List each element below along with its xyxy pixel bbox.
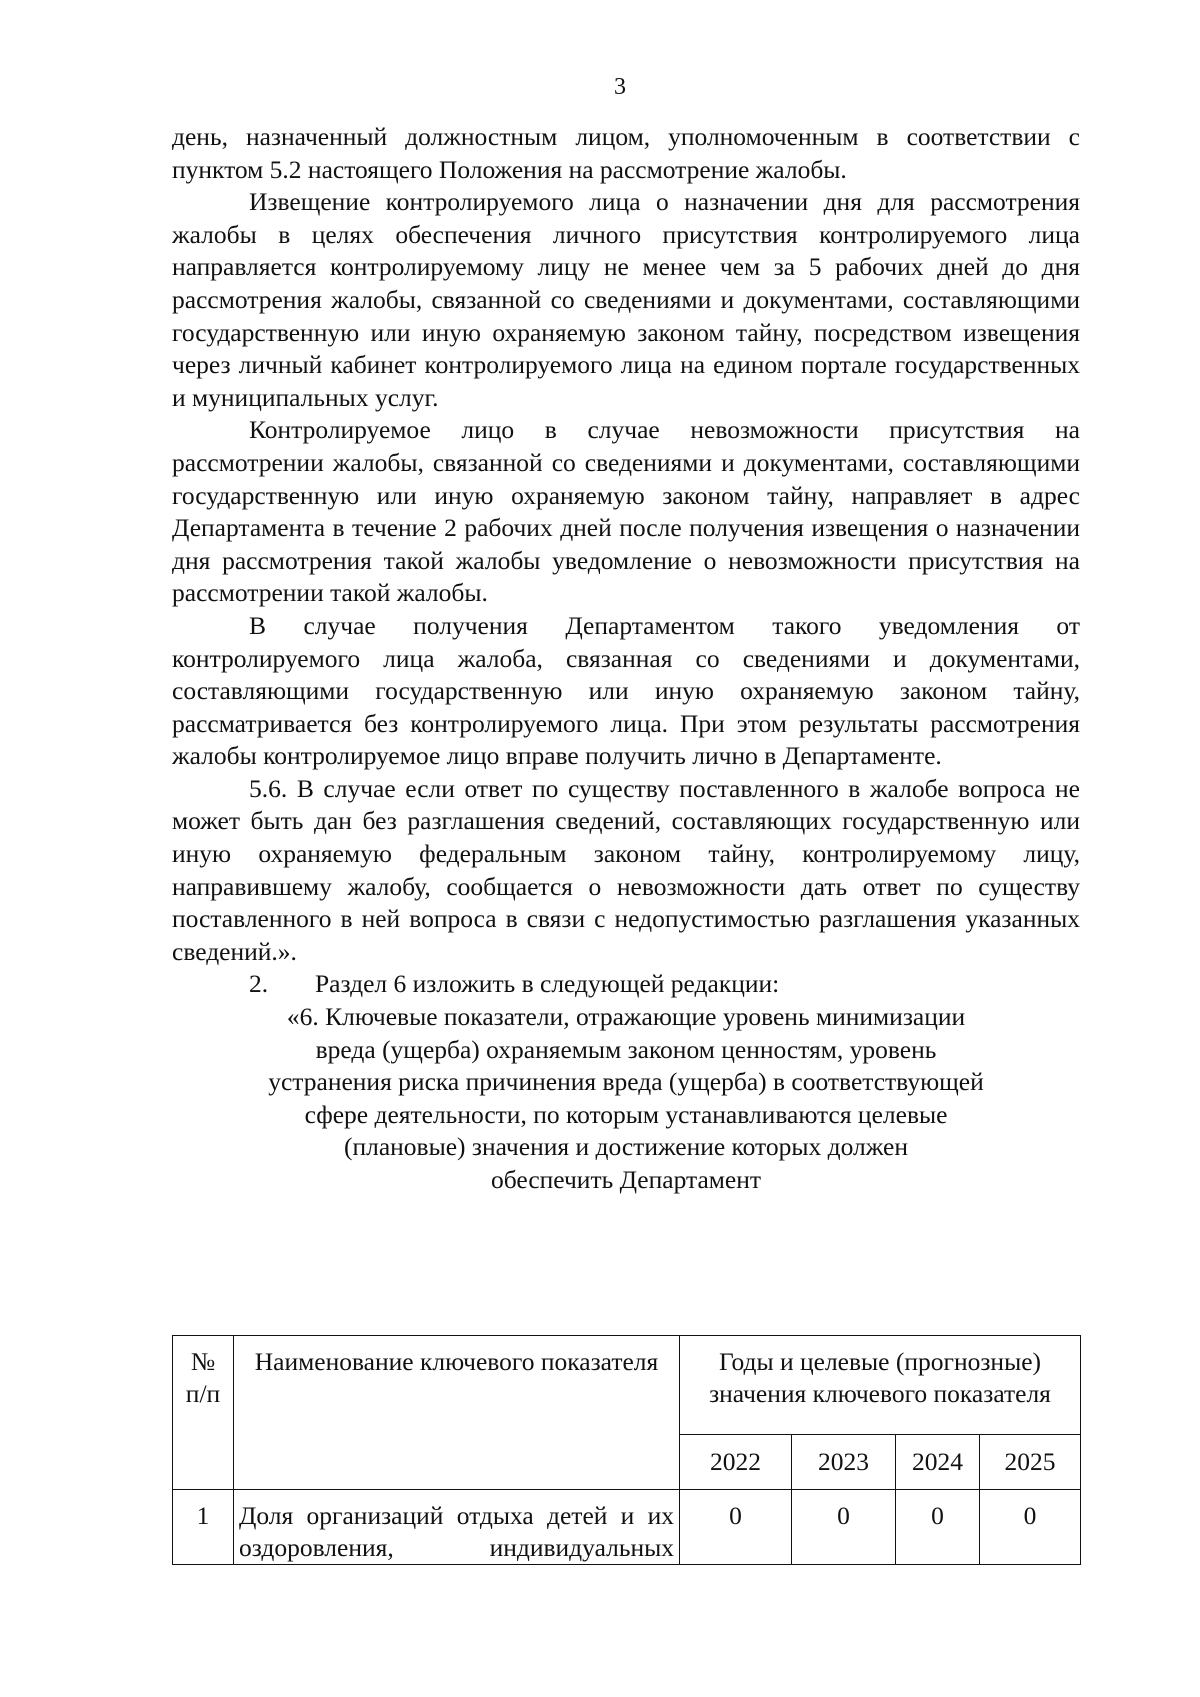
row-value: 0: [680, 1490, 792, 1565]
row-value: 0: [896, 1490, 980, 1565]
section-title-line: сфере деятельности, по которым устанавливаются целевые: [304, 1099, 948, 1129]
paragraph-continuation: день, назначенный должностным лицом, уполномоченным в соответствии с пунктом 5.2 настоящего Положения на рассмотрение жалобы.: [172, 122, 1080, 184]
header-number: № п/п: [173, 1336, 234, 1490]
paragraph-5-6: 5.6. В случае если ответ по существу поставленного в жалобе вопроса не может быть дан без разглашения сведений, составляющих государственную или иную охраняемую федеральным законом тайну, контролируемому лицу, направившему жалобу, сообщается о невозможности дать ответ по существу поставленного в ней вопроса в связи с недопустимостью разглашения указанных сведений.».: [172, 773, 1080, 966]
section-title-line: вреда (ущерба) охраняемым законом ценностям, уровень: [315, 1034, 937, 1064]
paragraph-notification: В случае получения Департаментом такого уведомления от контролируемого лица жалоба, связанная со сведениями и документами, составляющими государственную или иную охраняемую законом тайну, рассматривается без контролируемого лица. При этом результаты рассмотрения жалобы контролируемое лицо вправе получить лично в Департаменте.: [172, 610, 1080, 771]
paragraph-notice: Извещение контролируемого лица о назначении дня для рассмотрения жалобы в целях обеспечения личного присутствия контролируемого лица направляется контролируемому лицу не менее чем за 5 рабочих дней до дня рассмотрения жалобы, связанной со сведениями и документами, составляющими государственную или иную охраняемую законом тайну, посредством извещения через личный кабинет контролируемого лица на едином портале государственных и муниципальных услуг.: [172, 187, 1080, 412]
section-6-title: [172, 1001, 1080, 1197]
row-value: 0: [792, 1490, 896, 1565]
item-2-text: Раздел 6 изложить в следующей редакции:: [315, 969, 780, 999]
header-year: 2023: [792, 1435, 896, 1490]
header-years: Годы и целевые (прогнозные) значения ключевого показателя: [680, 1336, 1081, 1435]
paragraph-absence: Контролируемое лицо в случае невозможности присутствия на рассмотрении жалобы, связанной со сведениями и документами, составляющими государственную или иную охраняемую законом тайну, направляет в адрес Департамента в течение 2 рабочих дней после получения извещения о назначении дня рассмотрения такой жалобы уведомление о невозможности присутствия на рассмотрении такой жалобы.: [172, 415, 1080, 608]
row-number: 1: [173, 1490, 234, 1565]
kpi-table: [172, 1335, 1081, 1565]
table-header-row: [173, 1336, 1081, 1435]
item-2: [172, 968, 1080, 1001]
header-year: 2025: [980, 1435, 1081, 1490]
header-year: 2024: [896, 1435, 980, 1490]
section-title-line: «6. Ключевые показатели, отражающие уровень минимизации: [286, 1002, 966, 1032]
table-row: [173, 1490, 1081, 1565]
row-indicator-name: Доля организаций отдыха детей и их оздоровления, индивидуальных: [234, 1490, 680, 1565]
header-indicator-name: Наименование ключевого показателя: [234, 1336, 680, 1490]
section-title-line: устранения риска причинения вреда (ущерба) в соответствующей: [268, 1067, 984, 1097]
document-body: [172, 121, 1080, 1197]
section-title-line: (плановые) значения и достижение которых должен: [343, 1132, 908, 1162]
section-title-line: обеспечить Департамент: [490, 1165, 762, 1194]
header-year: 2022: [680, 1435, 792, 1490]
item-2-number: 2.: [249, 969, 269, 999]
row-value: 0: [980, 1490, 1081, 1565]
page-number: 3: [614, 74, 626, 100]
